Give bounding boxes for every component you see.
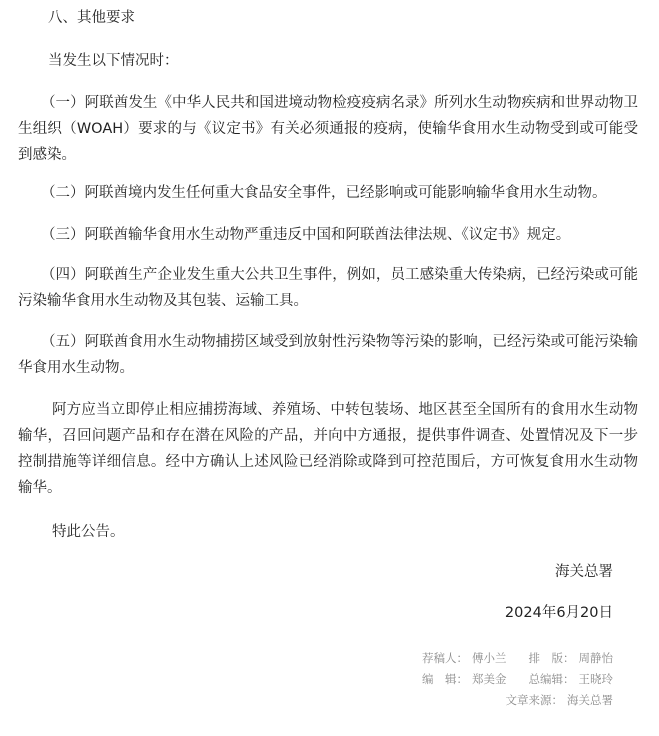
submitter-label: 荐稿人： <box>422 651 468 665</box>
chief-editor-label: 总编辑： <box>528 672 575 686</box>
article-credits <box>313 648 613 711</box>
demand-paragraph: 阿方应当立即停止相应捕捞海域、养殖场、中转包装场、地区甚至全国所有的食用水生动物输华，召回问题产品和存在潜在风险的产品，并向中方通报，提供事件调查、处置情况及下一步控制措施等详细信息。经中方确认上述风险已经消除或降到可控范围后，方可恢复食用水生动物输华。 <box>18 402 638 496</box>
editor-value: 郑美金 <box>472 672 507 686</box>
submitter-value: 傅小兰 <box>472 651 507 665</box>
credit-source <box>506 690 614 711</box>
editor-label: 编 辑： <box>422 672 468 686</box>
condition-item-4: （四）阿联酋生产企业发生重大公共卫生事件，例如，员工感染重大传染病，已经污染或可能污染输华食用水生动物及其包装、运输工具。 <box>18 267 638 309</box>
closing-text: 特此公告。 <box>52 524 125 540</box>
layout-label: 排 版： <box>528 651 575 665</box>
credit-row-3 <box>313 690 613 711</box>
credit-submitter <box>422 648 507 669</box>
credit-row-2 <box>313 669 613 690</box>
condition-item-1: （一）阿联酋发生《中华人民共和国进境动物检疫疫病名录》所列水生动物疾病和世界动物卫生组织（WOAH）要求的与《议定书》有关必须通报的疫病，使输华食用水生动物受到或可能受到感染。 <box>18 95 638 163</box>
condition-item-2: （二）阿联酋境内发生任何重大食品安全事件，已经影响或可能影响输华食用水生动物。 <box>41 185 607 201</box>
source-label: 文章来源： <box>505 693 563 707</box>
source-value: 海关总署 <box>567 693 613 707</box>
credit-layout <box>529 648 614 669</box>
credit-chief-editor <box>529 669 614 690</box>
credit-editor <box>422 669 507 690</box>
issue-date: 2024年6月20日 <box>504 605 613 621</box>
chief-editor-value: 王晓玲 <box>578 672 613 686</box>
condition-item-5: （五）阿联酋食用水生动物捕捞区域受到放射性污染物等污染的影响，已经污染或可能污染输华食用水生动物。 <box>18 334 638 376</box>
condition-item-3: （三）阿联酋输华食用水生动物严重违反中国和阿联酋法律法规、《议定书》规定。 <box>41 227 571 243</box>
layout-value: 周静怡 <box>578 651 613 665</box>
intro-text: 当发生以下情况时： <box>48 53 179 69</box>
issuer-name: 海关总署 <box>555 564 613 580</box>
credit-row-1 <box>313 648 613 669</box>
section-heading: 八、其他要求 <box>48 10 135 26</box>
